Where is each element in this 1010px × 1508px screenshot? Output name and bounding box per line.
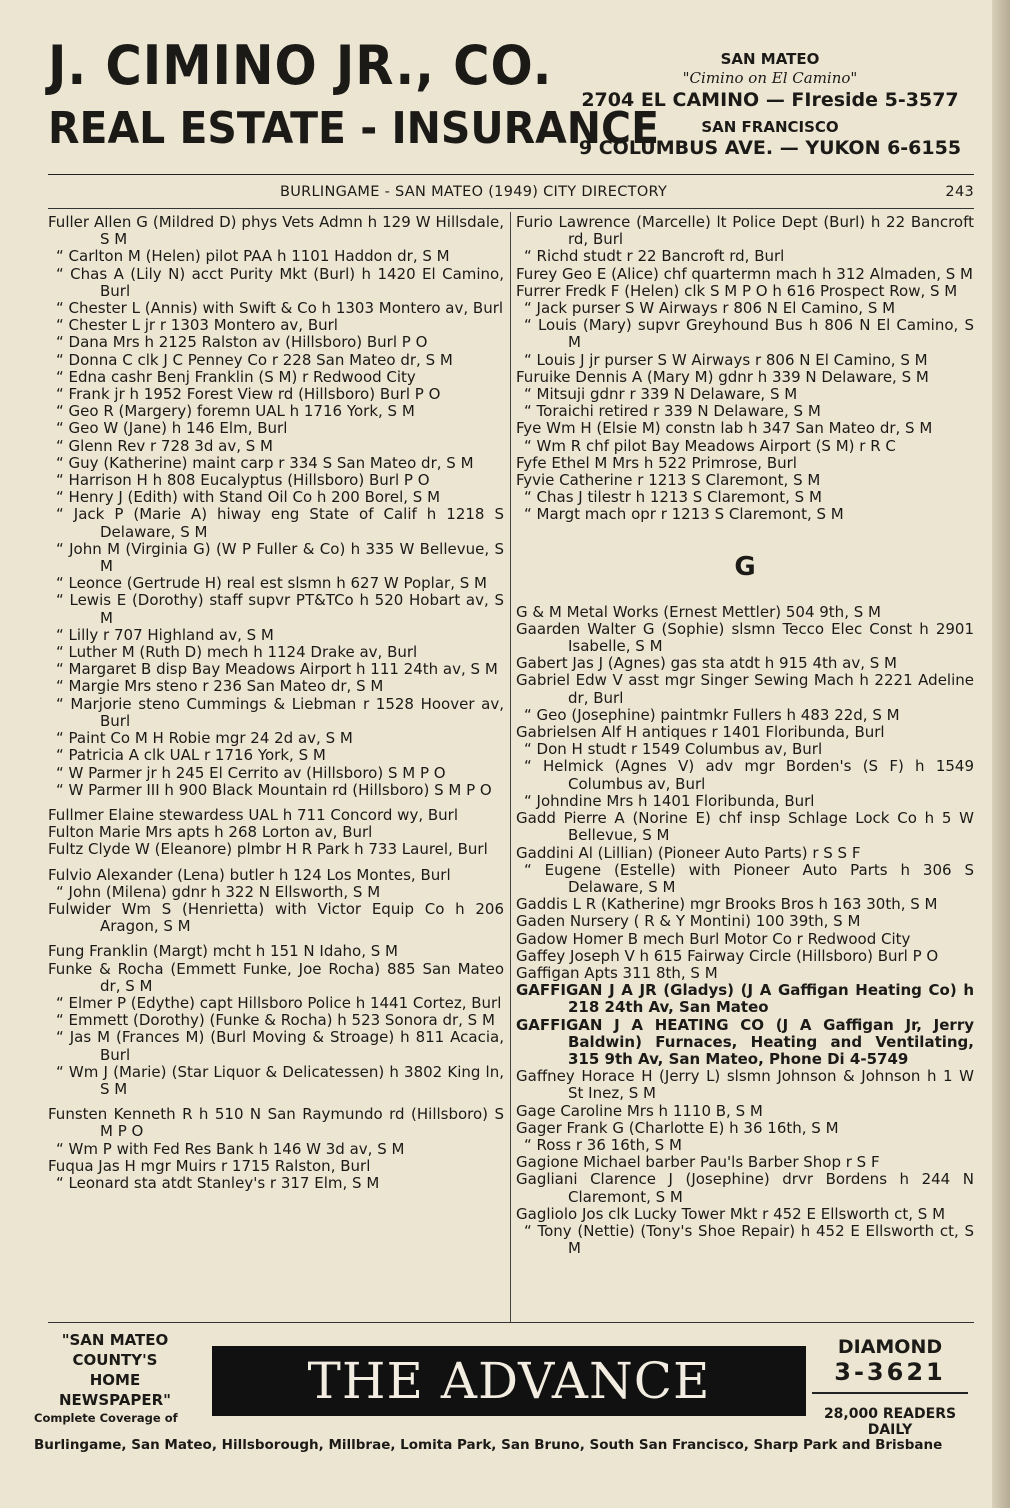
- directory-entry: “ Toraichi retired r 339 N Delaware, S M: [524, 402, 821, 421]
- directory-entry: “ Lilly r 707 Highland av, S M: [56, 625, 274, 644]
- directory-entry: “ Geo W (Jane) h 146 Elm, Burl: [56, 419, 288, 438]
- directory-entry: “ Edna cashr Benj Franklin (S M) r Redwood City: [56, 367, 416, 386]
- directory-entry: Fulvio Alexander (Lena) butler h 124 Los Montes, Burl: [48, 865, 451, 884]
- directory-entry: “ Mitsuji gdnr r 339 N Delaware, S M: [524, 385, 798, 404]
- directory-entry: “ Emmett (Dorothy) (Funke & Rocha) h 523 Sonora dr, S M: [56, 1011, 495, 1030]
- directory-entry: “ Geo (Josephine) paintmkr Fullers h 483 22d, S M: [524, 705, 900, 724]
- slogan-line-4: NEWSPAPER": [59, 1391, 171, 1409]
- readers-frequency: DAILY: [867, 1422, 913, 1438]
- advert-company-name: J. CIMINO JR., CO.: [48, 34, 553, 97]
- directory-entry: “ Dana Mrs h 2125 Ralston av (Hillsboro) Burl P O: [56, 333, 428, 352]
- directory-entry: “ Leonard sta atdt Stanley's r 317 Elm, S M: [56, 1173, 380, 1192]
- advert-business-line: REAL ESTATE - INSURANCE: [48, 103, 660, 154]
- directory-entry: Gagliani Clarence J (Josephine) drvr Bordens h 244 N Claremont, S M: [516, 1170, 974, 1206]
- directory-entry: “ Frank jr h 1952 Forest View rd (Hillsboro) Burl P O: [56, 385, 441, 404]
- directory-entry: “ Tony (Nettie) (Tony's Shoe Repair) h 452 E Ellsworth ct, S M: [524, 1221, 974, 1258]
- directory-entry: “ Lewis E (Dorothy) staff supvr PT&TCo h 520 Hobart av, S M: [56, 591, 504, 627]
- directory-entry: Gaden Nursery ( R & Y Montini) 100 39th, S M: [516, 912, 861, 931]
- directory-entry: “ John (Milena) gdnr h 322 N Ellsworth, S M: [56, 882, 381, 901]
- slogan-line-1: "SAN MATEO: [61, 1331, 169, 1349]
- phone-exchange: DIAMOND: [837, 1336, 943, 1358]
- running-head-rule: [48, 208, 974, 209]
- footer-slogan: [30, 1330, 200, 1426]
- directory-entry: Gaffney Horace H (Jerry L) slsmn Johnson & Johnson h 1 W St Inez, S M: [516, 1067, 974, 1103]
- phone-number: 3-3621: [812, 1358, 968, 1394]
- right-column: [516, 214, 974, 1257]
- directory-entry: “ Geo R (Margery) foremn UAL h 1716 York, S M: [56, 402, 415, 421]
- directory-entry: “ Wm P with Fed Res Bank h 146 W 3d av, S M: [56, 1139, 405, 1158]
- directory-entry: Gabriel Edw V asst mgr Singer Sewing Mach h 2221 Adeline dr, Burl: [516, 671, 974, 707]
- running-head: [48, 184, 974, 206]
- directory-entry: “ Eugene (Estelle) with Pioneer Auto Parts h 306 S Delaware, S M: [524, 860, 974, 896]
- directory-entry: Gadow Homer B mech Burl Motor Co r Redwood City: [516, 929, 911, 948]
- directory-entry: “ Chester L (Annis) with Swift & Co h 1303 Montero av, Burl: [56, 299, 504, 318]
- directory-entry: Fuqua Jas H mgr Muirs r 1715 Ralston, Burl: [48, 1156, 371, 1175]
- directory-entry: “ Paint Co M H Robie mgr 24 2d av, S M: [56, 729, 353, 748]
- directory-entry: “ Glenn Rev r 728 3d av, S M: [56, 436, 273, 455]
- directory-entry: “ Marjorie steno Cummings & Liebman r 1528 Hoover av, Burl: [56, 694, 504, 730]
- directory-entry: “ Helmick (Agnes V) adv mgr Borden's (S F) h 1549 Columbus av, Burl: [524, 757, 974, 793]
- footer-rule: [48, 1322, 974, 1323]
- directory-entry: Furuike Dennis A (Mary M) gdnr h 339 N Delaware, S M: [516, 367, 929, 386]
- directory-entry: “ Johndine Mrs h 1401 Floribunda, Burl: [524, 791, 815, 810]
- directory-entry: Funsten Kenneth R h 510 N San Raymundo rd (Hillsboro) S M P O: [48, 1105, 504, 1141]
- directory-entry: “ Carlton M (Helen) pilot PAA h 1101 Haddon dr, S M: [56, 247, 450, 266]
- section-letter: G: [734, 551, 756, 582]
- right-column-g-listings: [516, 604, 974, 1258]
- directory-entry: “ Wm R chf pilot Bay Meadows Airport (S M) r R C: [524, 436, 896, 455]
- directory-entry: “ Jack purser S W Airways r 806 N El Camino, S M: [524, 299, 896, 318]
- coverage-towns: Burlingame, San Mateo, Hillsborough, Millbrae, Lomita Park, San Bruno, South San Francisco, Sharp Park and Brisbane: [34, 1437, 943, 1453]
- directory-entry: “ Leonce (Gertrude H) real est slsmn h 627 W Poplar, S M: [56, 574, 487, 593]
- directory-entry: “ Chas A (Lily N) acct Purity Mkt (Burl) h 1420 El Camino, Burl: [56, 264, 504, 300]
- directory-entry: Gaffey Joseph V h 615 Fairway Circle (Hillsboro) Burl P O: [516, 946, 939, 965]
- directory-entry: G & M Metal Works (Ernest Mettler) 504 9th, S M: [516, 602, 881, 621]
- directory-entry: Fyvie Catherine r 1213 S Claremont, S M: [516, 471, 821, 490]
- directory-entry: “ Luther M (Ruth D) mech h 1124 Drake av, Burl: [56, 643, 418, 662]
- directory-entry: Furrer Fredk F (Helen) clk S M P O h 616 Prospect Row, S M: [516, 281, 958, 300]
- directory-entry: Gagione Michael barber Pau'ls Barber Shop r S F: [516, 1153, 880, 1172]
- left-column: [48, 214, 504, 1192]
- directory-entry: Gage Caroline Mrs h 1110 B, S M: [516, 1101, 763, 1120]
- running-head-title: BURLINGAME - SAN MATEO (1949) CITY DIRECTORY: [280, 184, 668, 200]
- directory-entry: “ Jas M (Frances M) (Burl Moving & Stroage) h 811 Acacia, Burl: [56, 1028, 504, 1064]
- directory-entry: “ Henry J (Edith) with Stand Oil Co h 200 Borel, S M: [56, 488, 441, 507]
- directory-entry: “ Chas J tilestr h 1213 S Claremont, S M: [524, 488, 822, 507]
- directory-entry: “ Margaret B disp Bay Meadows Airport h 111 24th av, S M: [56, 660, 498, 679]
- directory-entry: Gaddini Al (Lillian) (Pioneer Auto Parts) r S S F: [516, 843, 861, 862]
- directory-entry: Gagliolo Jos clk Lucky Tower Mkt r 452 E Ellsworth ct, S M: [516, 1204, 946, 1223]
- page-binding-edge: [992, 0, 1010, 1508]
- directory-entry: Gaffigan Apts 311 8th, S M: [516, 963, 718, 982]
- right-column-f-listings: [516, 214, 974, 524]
- directory-entry: Gabert Jas J (Agnes) gas sta atdt h 915 4th av, S M: [516, 654, 897, 673]
- directory-entry: “ Guy (Katherine) maint carp r 334 S San Mateo dr, S M: [56, 453, 474, 472]
- directory-entry: GAFFIGAN J A JR (Gladys) (J A Gaffigan Heating Co) h 218 24th Av, San Mateo: [516, 981, 974, 1017]
- directory-entry: “ John M (Virginia G) (W P Fuller & Co) h 335 W Bellevue, S M: [56, 539, 504, 576]
- directory-entry: “ Margt mach opr r 1213 S Claremont, S M: [524, 505, 844, 524]
- directory-entry: “ Elmer P (Edythe) capt Hillsboro Police h 1441 Cortez, Burl: [56, 993, 502, 1012]
- directory-entry: Fultz Clyde W (Eleanore) plmbr H R Park h 733 Laurel, Burl: [48, 840, 488, 859]
- directory-entry: Fung Franklin (Margt) mcht h 151 N Idaho, S M: [48, 942, 398, 961]
- directory-entry: Furio Lawrence (Marcelle) lt Police Dept (Burl) h 22 Bancroft rd, Burl: [516, 213, 974, 249]
- directory-entry: “ W Parmer jr h 245 El Cerrito av (Hillsboro) S M P O: [56, 763, 446, 782]
- directory-entry: “ Don H studt r 1549 Columbus av, Burl: [524, 740, 823, 759]
- office1-city: SAN MATEO: [720, 50, 820, 68]
- directory-entry: Fuller Allen G (Mildred D) phys Vets Admn h 129 W Hillsdale, S M: [48, 213, 504, 249]
- column-divider: [510, 212, 511, 1322]
- directory-entry: Fulton Marie Mrs apts h 268 Lorton av, Burl: [48, 823, 373, 842]
- directory-entry: “ Ross r 36 16th, S M: [524, 1135, 682, 1154]
- directory-entry: Fullmer Elaine stewardess UAL h 711 Concord wy, Burl: [48, 805, 458, 824]
- office1-address: 2704 EL CAMINO — FIreside 5-3577: [581, 89, 959, 111]
- readers-count: 28,000 READERS: [823, 1406, 957, 1422]
- directory-entry: “ Donna C clk J C Penney Co r 228 San Mateo dr, S M: [56, 350, 453, 369]
- office1-tagline: "Cimino on El Camino": [682, 69, 858, 87]
- directory-entry: “ Patricia A clk UAL r 1716 York, S M: [56, 746, 326, 765]
- slogan-line-3: HOME: [89, 1371, 141, 1389]
- directory-entry: Gabrielsen Alf H antiques r 1401 Floribunda, Burl: [516, 723, 885, 742]
- directory-entry: “ Wm J (Marie) (Star Liquor & Delicatessen) h 3802 King ln, S M: [56, 1062, 504, 1098]
- directory-entry: Gaarden Walter G (Sophie) slsmn Tecco Elec Const h 2901 Isabelle, S M: [516, 619, 974, 656]
- directory-entry: Gager Frank G (Charlotte E) h 36 16th, S M: [516, 1118, 839, 1137]
- slogan-line-2: COUNTY'S: [72, 1351, 158, 1369]
- directory-entry: Funke & Rocha (Emmett Funke, Joe Rocha) 885 San Mateo dr, S M: [48, 959, 504, 995]
- coverage-label: Complete Coverage of: [34, 1411, 178, 1425]
- directory-entry: “ Chester L jr r 1303 Montero av, Burl: [56, 316, 338, 335]
- directory-entry: Fulwider Wm S (Henrietta) with Victor Equip Co h 206 Aragon, S M: [48, 899, 504, 936]
- footer-phone-block: [812, 1336, 968, 1438]
- directory-entry: “ Richd studt r 22 Bancroft rd, Burl: [524, 247, 785, 266]
- directory-entry: Gadd Pierre A (Norine E) chf insp Schlage Lock Co h 5 W Bellevue, S M: [516, 809, 974, 845]
- advert-header-right: [560, 50, 980, 160]
- directory-entry: “ W Parmer III h 900 Black Mountain rd (Hillsboro) S M P O: [56, 780, 492, 799]
- directory-entry: Fyfe Ethel M Mrs h 522 Primrose, Burl: [516, 453, 797, 472]
- office2-address: 9 COLUMBUS AVE. — YUKON 6-6155: [578, 137, 962, 159]
- office2-city: SAN FRANCISCO: [701, 118, 839, 136]
- directory-entry: GAFFIGAN J A HEATING CO (J A Gaffigan Jr, Jerry Baldwin) Furnaces, Heating and Ventilating, 315 9th Av, San Mateo, Phone Di 4-5749: [516, 1015, 974, 1068]
- directory-entry: “ Harrison H h 808 Eucalyptus (Hillsboro) Burl P O: [56, 471, 430, 490]
- directory-entry: “ Margie Mrs steno r 236 San Mateo dr, S M: [56, 677, 384, 696]
- newspaper-name-banner: THE ADVANCE: [212, 1346, 806, 1416]
- header-rule: [48, 174, 974, 175]
- directory-entry: Fye Wm H (Elsie M) constn lab h 347 San Mateo dr, S M: [516, 419, 933, 438]
- directory-entry: Gaddis L R (Katherine) mgr Brooks Bros h 163 30th, S M: [516, 895, 938, 914]
- directory-entry: “ Louis (Mary) supvr Greyhound Bus h 806 N El Camino, S M: [524, 316, 974, 352]
- directory-entry: “ Jack P (Marie A) hiway eng State of Calif h 1218 S Delaware, S M: [56, 505, 504, 541]
- directory-entry: Furey Geo E (Alice) chf quartermn mach h 312 Almaden, S M: [516, 264, 973, 283]
- directory-entry: “ Louis J jr purser S W Airways r 806 N El Camino, S M: [524, 350, 928, 369]
- page-number: 243: [945, 184, 974, 200]
